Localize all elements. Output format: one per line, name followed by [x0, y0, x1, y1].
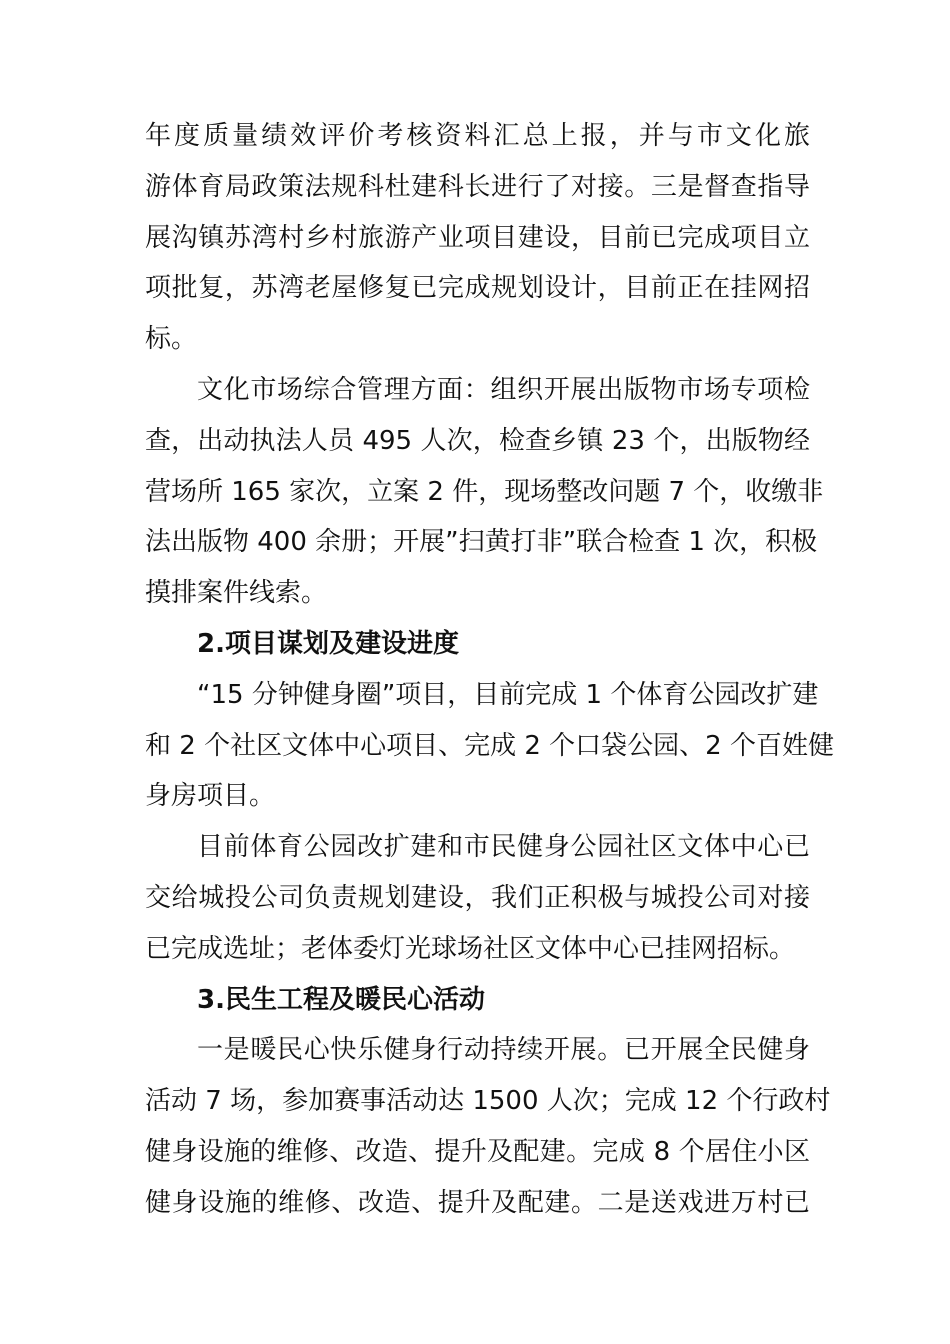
text-line: 游体育局政策法规科杜建科长进行了对接。三是督查指导: [145, 171, 810, 202]
text-line: 摸排案件线索。: [145, 578, 328, 609]
document-body: [145, 111, 834, 1229]
text-line: 健身设施的维修、改造、提升及配建。完成 8 个居住小区: [145, 1136, 810, 1167]
section-heading: 3.民生工程及暖民心活动: [197, 984, 485, 1015]
text-line: “15 分钟健身圈”项目，目前完成 1 个体育公园改扩建: [197, 679, 819, 710]
text-line: 健身设施的维修、改造、提升及配建。二是送戏进万村已: [145, 1187, 810, 1218]
text-line: 标。: [145, 324, 198, 355]
section-heading: 2.项目谋划及建设进度: [197, 628, 459, 659]
paragraph-livelihood-projects: [145, 1025, 831, 1228]
text-line: 身房项目。: [145, 781, 276, 812]
text-line: 已完成选址；老体委灯光球场社区文体中心已挂网招标。: [145, 933, 796, 964]
text-line: 展沟镇苏湾村乡村旅游产业项目建设，目前已完成项目立: [145, 222, 810, 253]
text-line: 活动 7 场，参加赛事活动达 1500 人次；完成 12 个行政村: [145, 1086, 831, 1117]
text-line: 目前体育公园改扩建和市民健身公园社区文体中心已: [197, 832, 810, 863]
text-line: 和 2 个社区文体中心项目、完成 2 个口袋公园、2 个百姓健: [145, 730, 834, 761]
text-line: 文化市场综合管理方面：组织开展出版物市场专项检: [197, 374, 810, 405]
text-line: 一是暖民心快乐健身行动持续开展。已开展全民健身: [197, 1035, 810, 1066]
text-line: 法出版物 400 余册；开展”扫黄打非”联合检查 1 次，积极: [145, 527, 818, 558]
paragraph-cultural-market: [145, 365, 824, 619]
paragraph-sports-park: [145, 822, 810, 974]
text-line: 交给城投公司负责规划建设，我们正积极与城投公司对接: [145, 882, 810, 913]
text-line: 营场所 165 家次，立案 2 件，现场整改问题 7 个，收缴非: [145, 476, 824, 507]
paragraph-performance-evaluation: [145, 111, 810, 365]
text-line: 查，出动执法人员 495 人次，检查乡镇 23 个，出版物经: [145, 425, 810, 456]
text-line: 项批复，苏湾老屋修复已完成规划设计，目前正在挂网招: [145, 273, 810, 304]
text-line: 年度质量绩效评价考核资料汇总上报，并与市文化旅: [145, 121, 810, 151]
paragraph-fitness-circle: [145, 670, 834, 822]
